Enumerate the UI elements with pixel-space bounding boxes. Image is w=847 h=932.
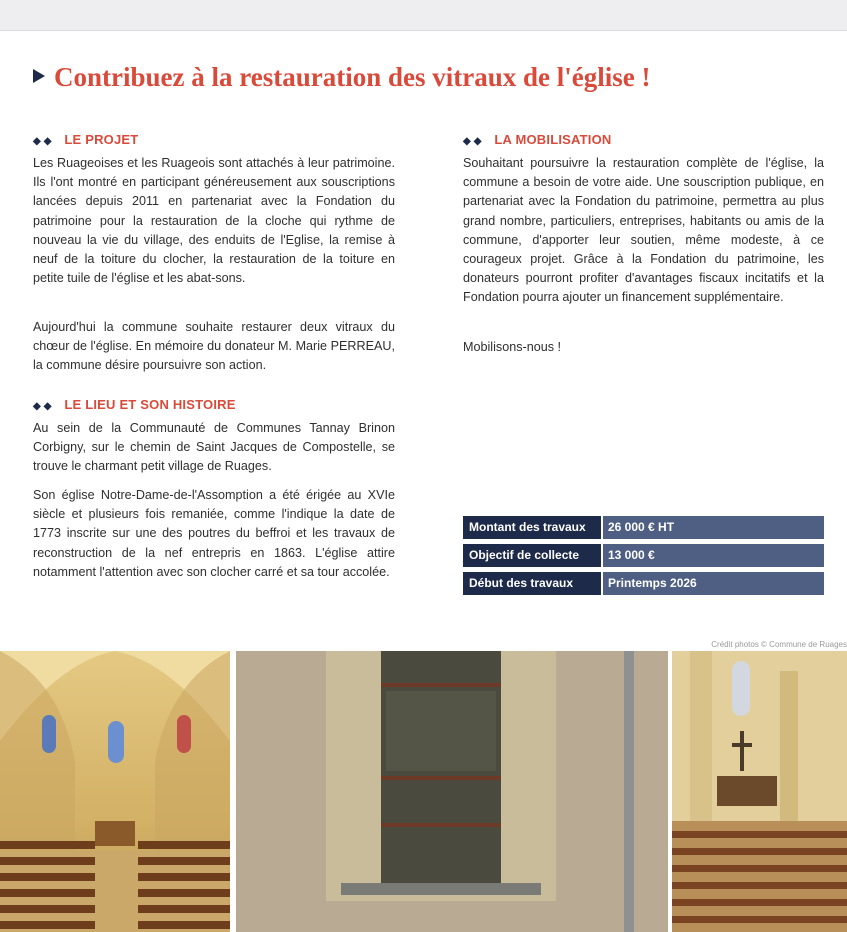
table-value: 26 000 € HT xyxy=(603,516,824,539)
projet-paragraph-1 xyxy=(33,154,395,288)
section-heading-projet xyxy=(33,132,138,147)
mobilisation-paragraph-1 xyxy=(463,154,824,308)
lieu-paragraph-2 xyxy=(33,486,395,582)
browser-top-bar xyxy=(0,0,847,31)
lieu-text-2: Son église Notre-Dame-de-l'Assomption a été érigée au XVIe siècle et plusieurs fois remaniée, comme l'indique la date de 1773 inscrite sur une des poutres du beffroi et les travaux de reconstruction de la nef entrepris en 1863. L'église attire notamment l'attention avec son clocher carré et sa tour accolée. xyxy=(33,488,395,579)
diamond-bullet-icon: ◆◆ xyxy=(33,401,55,412)
church-nave-photo xyxy=(672,651,847,932)
table-label: Début des travaux xyxy=(463,572,603,595)
mobilisation-paragraph-2 xyxy=(463,338,824,357)
section-heading-text: LA MOBILISATION xyxy=(494,132,612,147)
section-heading-mobilisation xyxy=(463,132,612,147)
table-label: Objectif de collecte xyxy=(463,544,603,567)
page-title-text: Contribuez à la restauration des vitraux de l'église ! xyxy=(54,62,651,92)
mobilisation-text-1: Souhaitant poursuivre la restauration complète de l'église, la commune a besoin de votre aide. Une souscription publique, en partenariat avec la Fondation du patrimoine, permettra au plus grand nombre, particuliers, entreprises, habitants ou amis de la commune, d'apporter leur soutien, même modeste, à ce courageux projet. Grâce à la Fondation du patrimoine, les donateurs pourront profiter d'avantages fiscaux incitatifs et la Fondation pourra ajouter un financement supplémentaire. xyxy=(463,156,824,305)
triangle-bullet-icon xyxy=(33,69,45,83)
church-window-photo xyxy=(236,651,668,932)
table-value: 13 000 € xyxy=(603,544,824,567)
projet-text-2: Aujourd'hui la commune souhaite restaurer deux vitraux du chœur de l'église. En mémoire du donateur M. Marie PERREAU, la commune désire poursuivre son action. xyxy=(33,320,395,373)
table-value: Printemps 2026 xyxy=(603,572,824,595)
church-interior-photo xyxy=(0,651,230,932)
lieu-text-1: Au sein de la Communauté de Communes Tannay Brinon Corbigny, sur le chemin de Saint Jacques de Compostelle, se trouve le charmant petit village de Ruages. xyxy=(33,421,395,474)
table-row xyxy=(463,572,824,595)
section-heading-text: LE PROJET xyxy=(64,132,139,147)
projet-paragraph-2 xyxy=(33,318,395,376)
lieu-paragraph-1 xyxy=(33,419,395,477)
table-row xyxy=(463,544,824,567)
page-title xyxy=(33,62,833,93)
diamond-bullet-icon: ◆◆ xyxy=(463,136,485,147)
table-row xyxy=(463,516,824,539)
project-info-table xyxy=(463,516,824,600)
table-label: Montant des travaux xyxy=(463,516,603,539)
projet-text-1: Les Ruageoises et les Ruageois sont attachés à leur patrimoine. Ils l'ont montré en participant généreusement aux souscriptions lancées depuis 2011 en partenariat avec la Fondation du patrimoine pour la restauration de la cloche qui rythme de nouveau la vie du village, des enduits de l'Eglise, la remise à neuf de la toiture du clocher, la restauration de la toiture en petite tuile de l'église et les abat-sons. xyxy=(33,156,395,286)
mobilisation-text-2: Mobilisons-nous ! xyxy=(463,340,561,354)
photo-credit: Crédit photos © Commune de Ruages xyxy=(711,640,847,649)
diamond-bullet-icon: ◆◆ xyxy=(33,136,55,147)
section-heading-lieu xyxy=(33,397,236,412)
section-heading-text: LE LIEU ET SON HISTOIRE xyxy=(64,397,236,412)
